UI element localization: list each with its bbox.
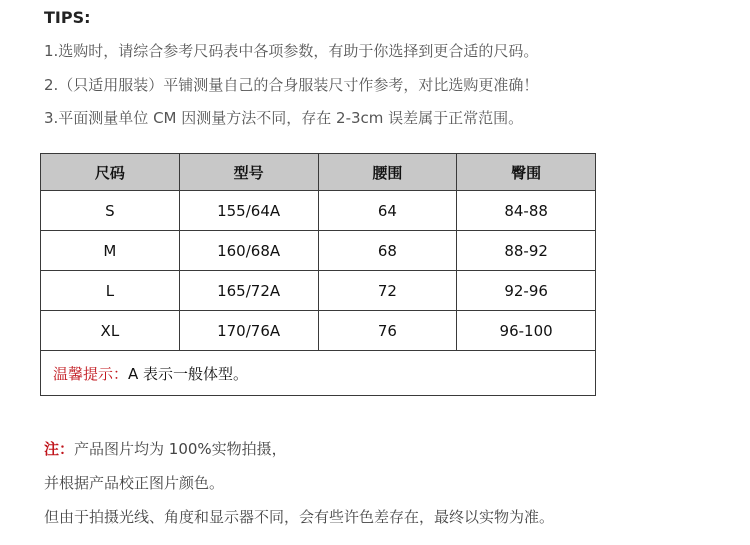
notice-line-3: 但由于拍摄光线、角度和显示器不同，会有些许色差存在，最终以实物为准。 <box>44 508 555 526</box>
cell-waist: 76 <box>318 311 457 351</box>
cell-model: 170/76A <box>179 311 318 351</box>
header-waist: 腰围 <box>318 154 457 191</box>
tip-line-2: 2.（只适用服装）平铺测量自己的合身服装尺寸作参考，对比选购更准确！ <box>44 76 539 94</box>
notice-label: 注： <box>44 440 75 458</box>
cell-size: S <box>41 191 180 231</box>
cell-model: 155/64A <box>179 191 318 231</box>
cell-waist: 68 <box>318 231 457 271</box>
notice-line-2: 并根据产品校正图片颜色。 <box>44 474 225 492</box>
cell-waist: 72 <box>318 271 457 311</box>
size-chart-table <box>40 153 596 396</box>
cell-model: 165/72A <box>179 271 318 311</box>
note-text: A 表示一般体型。 <box>128 364 249 383</box>
header-size: 尺码 <box>41 154 180 191</box>
table-row <box>41 271 596 311</box>
cell-hip: 92-96 <box>457 271 596 311</box>
cell-hip: 96-100 <box>457 311 596 351</box>
header-model: 型号 <box>179 154 318 191</box>
table-header-row <box>41 154 596 191</box>
table-row <box>41 231 596 271</box>
tip-line-3: 3.平面测量单位 CM 因测量方法不同，存在 2-3cm 误差属于正常范围。 <box>44 109 524 127</box>
table-note-cell <box>41 351 596 396</box>
cell-size: L <box>41 271 180 311</box>
notice-line-1 <box>44 438 287 459</box>
header-hip: 臀围 <box>457 154 596 191</box>
table-row <box>41 191 596 231</box>
cell-hip: 88-92 <box>457 231 596 271</box>
tip-line-1: 1.选购时，请综合参考尺码表中各项参数，有助于你选择到更合适的尺码。 <box>44 42 539 60</box>
table-row <box>41 311 596 351</box>
cell-size: M <box>41 231 180 271</box>
cell-hip: 84-88 <box>457 191 596 231</box>
table-note-row <box>41 351 596 396</box>
cell-size: XL <box>41 311 180 351</box>
tips-title: TIPS: <box>44 8 91 27</box>
cell-model: 160/68A <box>179 231 318 271</box>
cell-waist: 64 <box>318 191 457 231</box>
note-label: 温馨提示： <box>53 364 129 383</box>
notice-text-1: 产品图片均为 100%实物拍摄， <box>74 440 287 458</box>
